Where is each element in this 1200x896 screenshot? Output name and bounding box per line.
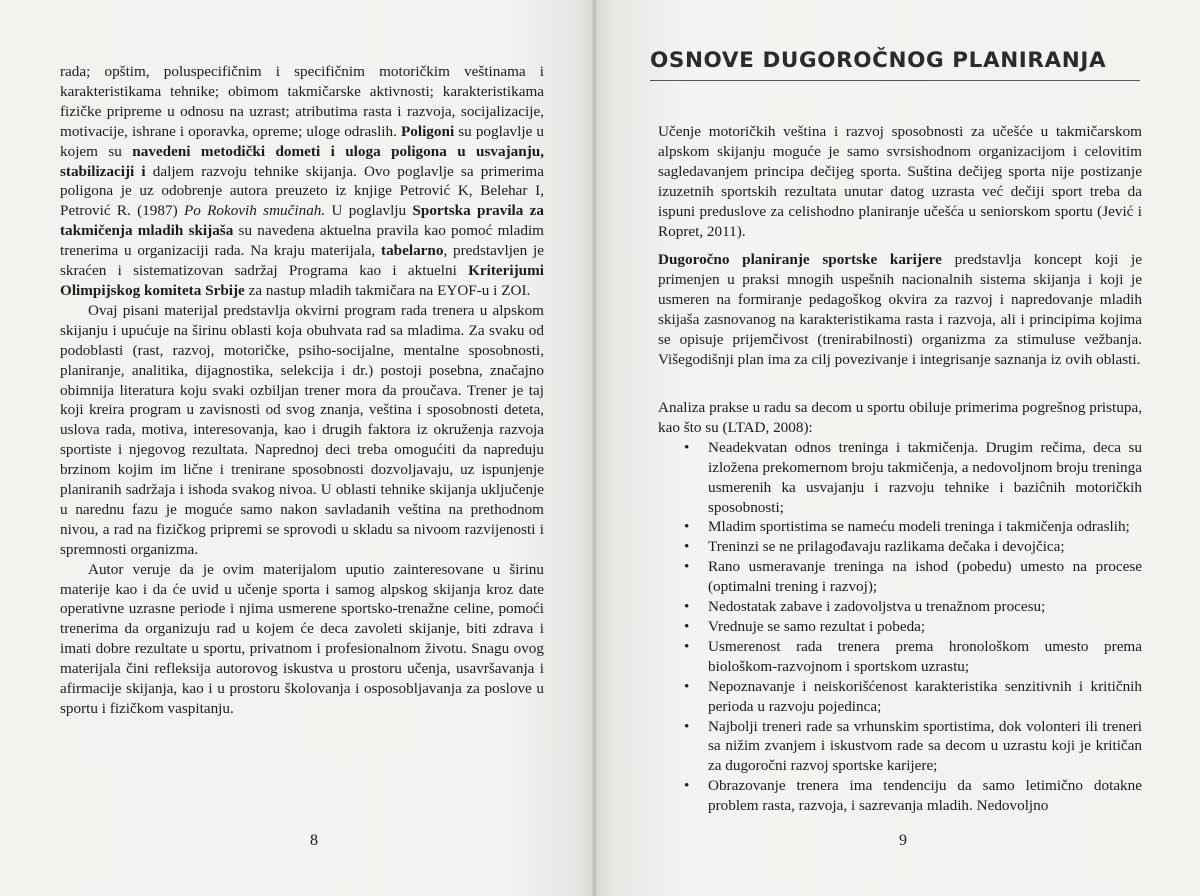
list-item: • Obrazovanje trenera ima tendenciju da samo letimično dotakne problem rasta, razvoja, i sazrevanja mladih. Nedovoljno bbox=[658, 776, 1142, 816]
right-paragraph-3-block bbox=[658, 398, 1142, 816]
right-paragraph-3: Analiza prakse u radu sa decom u sportu obiluje primerima pogrešnog pristupa, kao što su (LTAD, 2008): bbox=[658, 399, 1142, 436]
right-page bbox=[596, 0, 1200, 896]
bold-chapter-name: Sportska pravila za takmičenja mladih skijaša bbox=[60, 202, 544, 240]
text-run: za nastup mladih takmičara na EYOF-u i ZOI. bbox=[244, 281, 531, 299]
text-run: rada; opštim, poluspecifičnim i specifičnim motoričkim veštinama i karakteristikama tehnike; obimom takmičarske aktivnosti; karakteristikama fizičke pripreme u odnosu na uzrast; atributima rasta i razvoja, socijalizacije, motivacije, ishrane i oporavka, opreme; uloge odraslih. bbox=[60, 63, 544, 140]
page-number-left: 8 bbox=[310, 832, 318, 849]
chapter-heading: OSNOVE DUGOROČNOG PLANIRANJA bbox=[650, 48, 1107, 73]
bold-term-tabelarno: tabelarno bbox=[381, 242, 444, 260]
list-item: • Nedostatak zabave i zadovoljstva u trenažnom procesu; bbox=[658, 597, 1142, 617]
heading-underline bbox=[650, 80, 1140, 81]
bold-term-poligoni: Poligoni bbox=[401, 122, 455, 140]
left-paragraph-2: Ovaj pisani materijal predstavlja okvirni program rada trenera u alpskom skijanju i upućuje na širinu oblasti koja obuhvata rad sa mladima. Za svaku od podoblasti (rast, razvoj, motoričke, psiho-socijalne, mentalne sposobnosti, planiranje, analitika, dijagnostika, selekcija i dr.) postoji posebna, značajno obimnija literatura koju svaki ozbiljan trener mora da proučava. Trener je taj koji kreira program u zavisnosti od svog znanja, veština i sposobnosti deteta, uslova rada, motiva, interesovanja, kao i drugih faktora iz okruženja razvoja sportiste i njegovog rezultata. Naprednoj deci treba omogućiti da napreduju brzinom kojim im lične i trenirane sposobnosti dozvoljavaju, uz ispunjenje planiranih sadržaja i ishoda svakog nivoa. U oblasti tehnike skijanja uključenje u narednu fazu je moguće samo nakon savladanih veština na prethodnom nivou, a rad na fizičkog pripremi se sprovodi u skladu sa nivoom razvijenosti i spremnosti organizma. bbox=[60, 301, 544, 558]
list-item: • Nepoznavanje i neiskorišćenost karakteristika senzitivnih i kritičnih perioda u razvoju pojedinca; bbox=[658, 677, 1142, 717]
book-title: Po Rokovih smučinah. bbox=[183, 202, 326, 220]
right-paragraph-1: Učenje motoričkih veština i razvoj sposobnosti za učešće u takmičarskom alpskom skijanju moguće je samo svrsishodnom organizacijom i celovitim sagledavanjem principa dečijeg sporta. Suština dečijeg sporta nije postizanje izuzetnih sportskih rezultata unutar datog uzrasta već dečiji sport treba da ispuni preduslove za celishodno planiranje učešća u seniorskom sportu (Jević i Ropret, 2011). bbox=[658, 123, 1142, 240]
right-paragraph-2-block bbox=[658, 250, 1142, 369]
text-run: daljem razvoju tehnike skijanja. Ovo poglavlje sa primerima poligona je uz odobrenje autora preuzeto iz knjige Petrović K, Belehar I, Petrović R. (1987) bbox=[60, 162, 544, 220]
right-paragraph-2 bbox=[658, 250, 1142, 369]
list-item: • Vrednuje se samo rezultat i pobeda; bbox=[658, 617, 1142, 637]
text-run: predstavlja koncept koji je primenjen u praksi mnogih uspešnih nacionalnih sistema skijanja i koji je usmeren na formiranje pedagoškog okvira za razvoj i napredovanje mladih skijaša zasnovanog na karakteristikama rasta i razvoja, ali i principima kojima se opisuje prijemčivost (trenirabilnosti) organizma za stimuluse vežbanja. Višegodišnji plan ima za cilj povezivanje i integrisanje saznanja iz ovih oblasti. bbox=[658, 251, 1142, 368]
page-number-right: 9 bbox=[899, 832, 907, 849]
list-item: • Najbolji treneri rade sa vrhunskim sportistima, dok volonteri ili treneri sa nižim zvanjem i iskustvom rade sa decom u uzrastu koji je kritičan za dugoročni razvoj sportske karijere; bbox=[658, 717, 1142, 777]
list-item: • Rano usmeravanje treninga na ishod (pobedu) umesto na procese (optimalni trening i razvoj); bbox=[658, 557, 1142, 597]
list-item: • Mladim sportistima se nameću modeli treninga i takmičenja odraslih; bbox=[658, 517, 1142, 537]
bold-phrase: navedeni metodički dometi i uloga poligona u usvajanju, stabilizaciji i bbox=[60, 142, 544, 180]
text-run: U poglavlju bbox=[325, 202, 413, 220]
bullet-list bbox=[658, 438, 1142, 816]
bold-criteria-name: Kriterijumi Olimpijskog komiteta Srbije bbox=[60, 262, 544, 299]
right-paragraph-1-block bbox=[658, 122, 1142, 241]
list-item: • Usmerenost rada trenera prema hronološkom umesto prema biološkom-razvojnom i sportskom uzrastu; bbox=[658, 637, 1142, 677]
list-item: • Treninzi se ne prilagođavaju razlikama dečaka i devojčica; bbox=[658, 537, 1142, 557]
text-run: , predstavljen je skraćen i sistematizovan sadržaj Programa kao i aktuelni bbox=[60, 242, 544, 280]
list-item: • Neadekvatan odnos treninga i takmičenja. Drugim rečima, deca su izložena prekomernom broju takmičenja, a nedovoljnom broju treninga usmerenih ka usvajanju i razvoju tehnike i baziĉnih motoričkih sposobnosti; bbox=[658, 438, 1142, 518]
left-page-body bbox=[60, 62, 544, 719]
left-page bbox=[0, 0, 594, 896]
text-run: su poglavlje u kojem su bbox=[60, 122, 544, 160]
left-paragraph-1 bbox=[60, 62, 544, 301]
text-run: su navedena aktuelna pravila kao pomoć mladim trenerima u organizaciji rada. Na kraju materijala, bbox=[60, 222, 544, 260]
left-paragraph-3: Autor veruje da je ovim materijalom uputio zainteresovane u širinu materije kao i da će uvid u učenje sporta i samog alpskog skijanja kroz date operativne uzrasne periode i njima usmerene sportsko-trenažne celine, pomoći trenerima da organizuju rad u kojem će deca zavoleti skijanje, biti zdrava i imati dobre rezultate u sportu, privatnom i profesionalnom životu. Snagu ovog materijala čini refleksija autorovog iskustva u prostoru učenja, usavršavanja i afirmacije skijanja, kao i u prostoru školovanja i osposobljavanja za poslove u sportu i fizičkom vaspitanju. bbox=[60, 560, 544, 717]
bold-term-dugorocno-planiranje: Dugoročno planiranje sportske karijere bbox=[658, 251, 942, 268]
